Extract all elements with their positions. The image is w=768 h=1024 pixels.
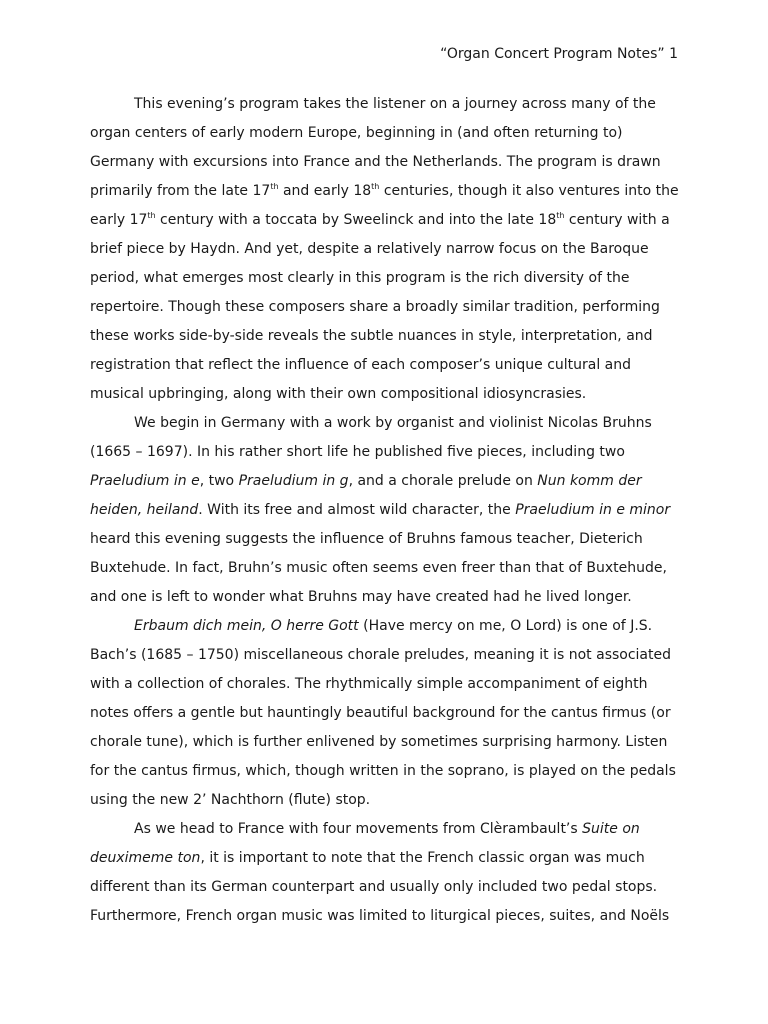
text-run: (1665 – 1697). In his rather short life he published five pieces, including two	[90, 444, 625, 460]
text-run: centuries, though it also ventures into the	[379, 183, 679, 199]
text-line	[90, 119, 690, 148]
text-line	[90, 322, 690, 351]
text-line	[90, 351, 690, 380]
superscript: th	[270, 182, 279, 191]
text-line	[90, 293, 690, 322]
text-run: This evening’s program takes the listener on a journey across many of the	[134, 96, 656, 112]
text-run: Buxtehude. In fact, Bruhn’s music often seems even freer than that of Buxtehude,	[90, 560, 667, 576]
text-run: , it is important to note that the French classic organ was much	[200, 850, 645, 866]
text-line	[90, 235, 690, 264]
text-run: different than its German counterpart and usually only included two pedal stops.	[90, 879, 658, 895]
italic-title: Praeludium in e minor	[515, 502, 671, 518]
text-line	[90, 438, 690, 467]
superscript: th	[147, 211, 156, 220]
body-text	[90, 90, 690, 931]
text-line	[90, 699, 690, 728]
text-run: early 17	[90, 212, 148, 228]
text-run: , two	[199, 473, 239, 489]
text-run: for the cantus firmus, which, though written in the soprano, is played on the pedals	[90, 763, 676, 779]
text-run: As we head to France with four movements from Clèrambault’s	[134, 821, 583, 837]
italic-title: Nun komm der	[537, 473, 642, 489]
text-line	[90, 496, 690, 525]
text-run: period, what emerges most clearly in this program is the rich diversity of the	[90, 270, 630, 286]
text-run: with a collection of chorales. The rhythmically simple accompaniment of eighth	[90, 676, 648, 692]
text-run: these works side-by-side reveals the subtle nuances in style, interpretation, and	[90, 328, 653, 344]
text-line	[90, 902, 690, 931]
text-run: and one is left to wonder what Bruhns may have created had he lived longer.	[90, 589, 632, 605]
text-line	[90, 90, 690, 119]
italic-title: Praeludium in e	[90, 473, 200, 489]
text-run: Germany with excursions into France and the Netherlands. The program is drawn	[90, 154, 661, 170]
text-run: . With its free and almost wild character, the	[198, 502, 516, 518]
text-line	[90, 467, 690, 496]
running-head: “Organ Concert Program Notes” 1	[440, 46, 678, 62]
text-line	[90, 554, 690, 583]
italic-title: Praeludium in g	[238, 473, 349, 489]
text-run: musical upbringing, along with their own compositional idiosyncrasies.	[90, 386, 587, 402]
text-run: using the new 2’ Nachthorn (flute) stop.	[90, 792, 371, 808]
text-line	[90, 583, 690, 612]
text-run: repertoire. Though these composers share a broadly similar tradition, performing	[90, 299, 660, 315]
text-run: Furthermore, French organ music was limited to liturgical pieces, suites, and Noëls	[90, 908, 670, 924]
italic-title: Erbaum dich mein, O herre Gott	[134, 618, 359, 634]
text-line	[90, 873, 690, 902]
text-run: and early 18	[278, 183, 372, 199]
text-line	[90, 409, 690, 438]
text-run: brief piece by Haydn. And yet, despite a relatively narrow focus on the Baroque	[90, 241, 649, 257]
text-line	[90, 815, 690, 844]
text-run: We begin in Germany with a work by organist and violinist Nicolas Bruhns	[134, 415, 652, 431]
text-line	[90, 612, 690, 641]
text-line	[90, 177, 690, 206]
italic-title: Suite on	[582, 821, 640, 837]
text-run: organ centers of early modern Europe, beginning in (and often returning to)	[90, 125, 623, 141]
text-run: primarily from the late 17	[90, 183, 271, 199]
text-line	[90, 670, 690, 699]
text-run: century with a	[564, 212, 670, 228]
text-line	[90, 380, 690, 409]
text-line	[90, 641, 690, 670]
text-line	[90, 206, 690, 235]
text-run: century with a toccata by Sweelinck and into the late 18	[155, 212, 557, 228]
text-line	[90, 728, 690, 757]
text-line	[90, 757, 690, 786]
text-line	[90, 525, 690, 554]
text-run: registration that reflect the influence of each composer’s unique cultural and	[90, 357, 632, 373]
superscript: th	[371, 182, 380, 191]
text-run: (Have mercy on me, O Lord) is one of J.S.	[358, 618, 653, 634]
text-run: Bach’s (1685 – 1750) miscellaneous chorale preludes, meaning it is not associated	[90, 647, 671, 663]
text-run: , and a chorale prelude on	[348, 473, 538, 489]
text-run: chorale tune), which is further enlivened by sometimes surprising harmony. Listen	[90, 734, 668, 750]
text-line	[90, 148, 690, 177]
superscript: th	[556, 211, 565, 220]
text-line	[90, 264, 690, 293]
italic-title: deuximeme ton	[90, 850, 201, 866]
text-run: notes offers a gentle but hauntingly beautiful background for the cantus firmus (or	[90, 705, 671, 721]
italic-title: heiden, heiland	[90, 502, 199, 518]
text-line	[90, 786, 690, 815]
text-run: heard this evening suggests the influence of Bruhns famous teacher, Dieterich	[90, 531, 643, 547]
text-line	[90, 844, 690, 873]
